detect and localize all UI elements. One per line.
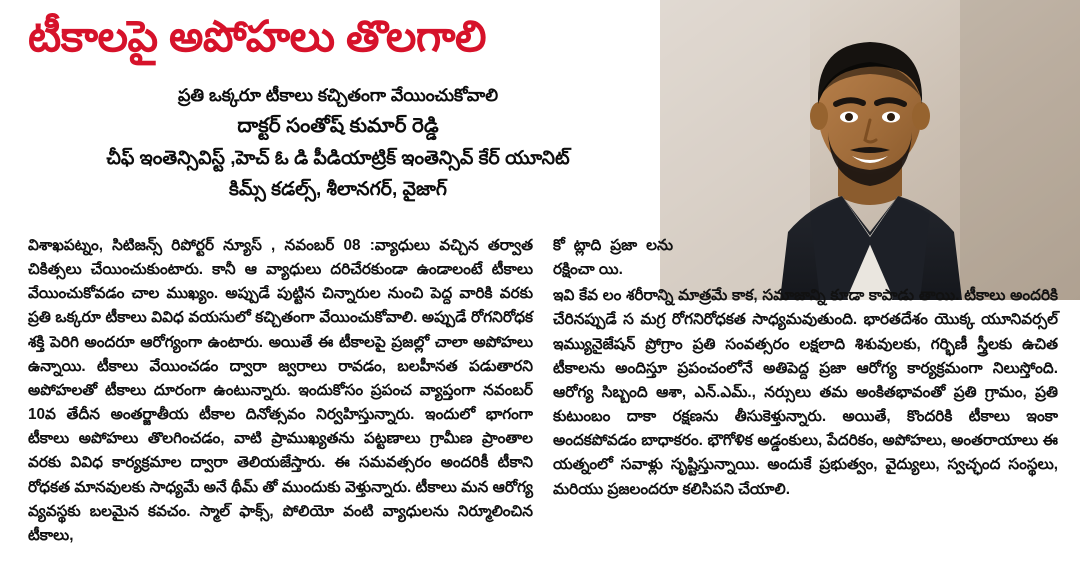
article-column-right: [553, 234, 1058, 502]
article-deck: [24, 82, 652, 205]
dateline: విశాఖపట్నం, సిటిజన్స్ రిపోర్టర్ న్యూస్ , నవంబర్ 08 :: [28, 237, 375, 254]
deck-line-2: దాక్టర్ సంతోష్ కుమార్ రెడ్డి: [237, 114, 439, 137]
article-right-text: ఇవి కేవ లం శరీరాన్ని మాత్రమే కాక, సమాజాన్ని కూడా కాపాడు తాయి. టీకాలు అందరికి చేరినప్పుడే స మగ్ర రోగనిరోధకత సాధ్యమవుతుంది. భారతదేశం యొక్క యూనివర్సల్ ఇమ్యునైజేషన్ ప్రోగ్రాం ప్రతి సంవత్సరం లక్షలాది శిశువులకు, గర్భిణీ స్త్రీలకు ఉచిత టీకాలను అందిస్తూ ప్రపంచంలోనే అతిపెద్ద ప్రజా ఆరోగ్య కార్యక్రమంగా నిలుస్తోంది. ఆరోగ్య సిబ్బంది ఆశా, ఎన్.ఎమ్., నర్సులు తమ అంకితభావంతో ప్రతి గ్రామం, ప్రతి కుటుంబం దాకా రక్షణను తీసుకెళ్తున్నారు. అయితే, కొందరికి టీకాలు ఇంకా అందకపోవడం బాధాకరం. భౌగోళిక అడ్డంకులు, పేదరికం, అపోహలు, అంతరాయాలు ఈ యత్నంలో సవాళ్లు సృష్టిస్తున్నాయి. అందుకే ప్రభుత్వం, వైద్యులు, స్వచ్ఛంద సంస్థలు, మరియు ప్రజలందరూ కలిసిపని చేయాలి.: [553, 287, 1058, 498]
article-column-left: [28, 234, 533, 548]
page-title: టీకాలపై అపోహలు తొలగాలి: [28, 13, 487, 61]
article-right-wrap-text: కో ట్లాది ప్రజా లను రక్షించా యి.: [553, 237, 673, 279]
article-left-paragraph: [28, 234, 533, 548]
article-body: [28, 234, 1058, 584]
deck-line-1: ప్రతి ఒక్కరూ టీకాలు కచ్చితంగా వేయించుకోవాలి: [177, 85, 499, 105]
deck-line-4: కిమ్స్ కడల్స్, శీలానగర్, వైజాగ్: [229, 178, 447, 200]
article-left-text: వ్యాధులు వచ్చిన తర్వాత చికిత్సలు చేయించుకుంటారు. కానీ ఆ వ్యాధులు దరిచేరకుండా ఉండాలంటే టీకాలు వేయించుకోవడం చాల ముఖ్యం. అప్పుడే పుట్టిన చిన్నారుల నుంచి పెద్ద వారికి వరకు ప్రతి ఒక్కరూ టీకాలు వివిధ వయసులో కచ్చితంగా వేయించుకోవాలి. అప్పుడే రోగనిరోధక శక్తి పెరిగి అందరూ ఆరోగ్యంగా ఉంటారు. అయితే ఈ టీకాలపై ప్రజల్లో చాలా అపోహలు ఉన్నాయి. టీకాలు వేయించడం ద్వారా జ్వరాలు రావడం, బలహీనత పడుతారని అపోహలతో టీకాలు దూరంగా ఉంటున్నారు. ఇందుకోసం ప్రపంచ వ్యాప్తంగా నవంబర్ 10వ తేదీన అంతర్జాతీయ టీకాల దినోత్సవం నిర్వహిస్తున్నారు. ఇందులో భాగంగా టీకాలు అపోహలు తొలగించడం, వాటి ప్రాముఖ్యతను పట్టణాలు గ్రామీణ ప్రాంతాల వరకు వివిధ కార్యక్రమాల ద్వారా తెలియజేస్తారు. ఈ సమవత్సరం అందరికీ టీకాని రోధకత మానవులకు సాధ్యమే అనే థీమ్ తో ముందుకు వెళ్తున్నారు. టీకాలు మన ఆరోగ్య వ్యవస్థకు బలమైన కవచం. స్మాల్ ఫాక్స్, పోలియో వంటి వ్యాధులను నిర్మూలించిన టీకాలు,: [28, 237, 533, 544]
deck-line-3: చీఫ్ ఇంతెన్సివిస్ట్ ,హెచ్ ఓ డి పీడియాట్రిక్ ఇంతెన్సివ్ కేర్ యూనిట్: [106, 147, 570, 169]
